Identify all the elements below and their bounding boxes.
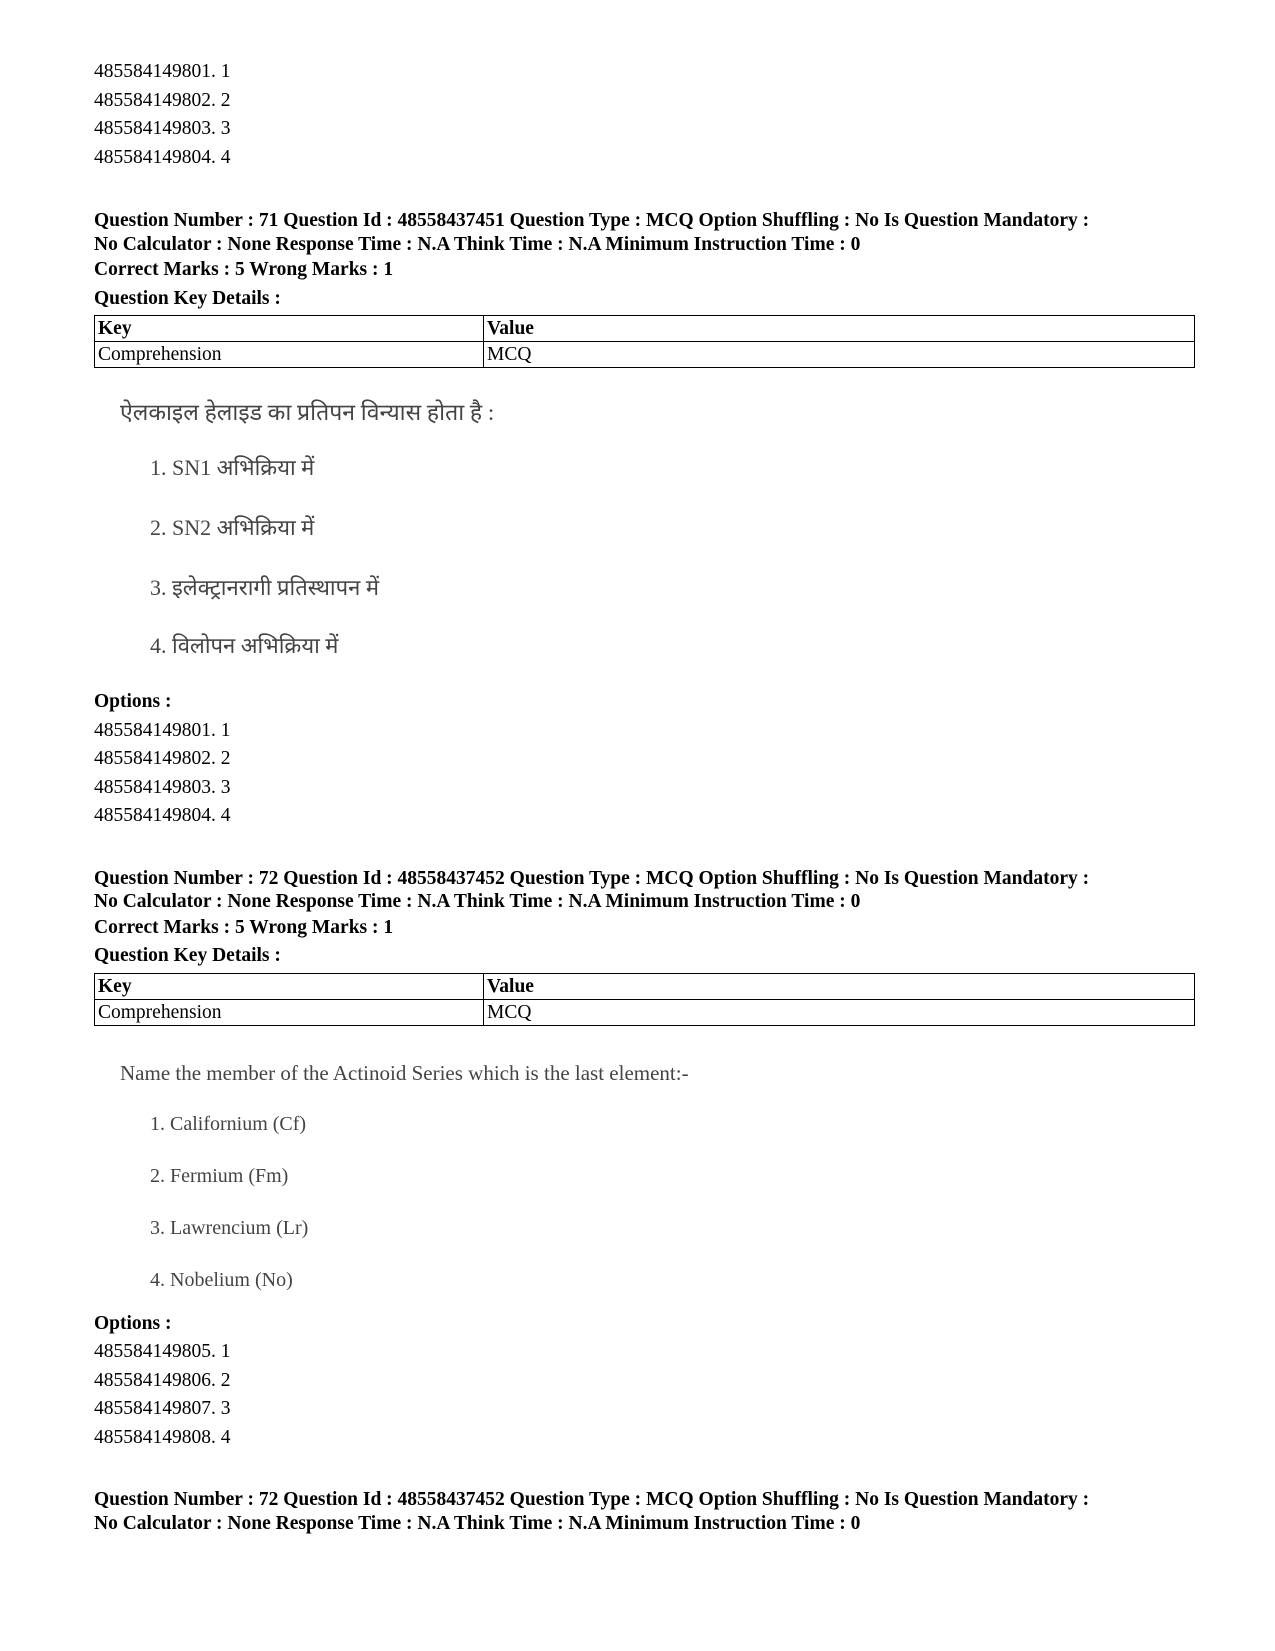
table-cell-key: Comprehension <box>95 342 484 368</box>
marks-line: Correct Marks : 5 Wrong Marks : 1 <box>94 259 394 280</box>
option-line: 485584149803. 3 <box>94 776 231 798</box>
table-cell-key: Comprehension <box>95 999 484 1025</box>
key-details-label: Question Key Details : <box>94 287 281 309</box>
option-line: 485584149807. 3 <box>94 1398 231 1419</box>
option-line: 485584149804. 4 <box>94 805 231 826</box>
option-line: 485584149802. 2 <box>94 89 231 111</box>
question-stem: ऐलकाइल हेलाइड का प्रतिपन विन्यास होता है : <box>120 400 495 425</box>
key-details-table <box>94 973 1195 1026</box>
question-choice: 4. विलोपन अभिक्रिया में <box>150 633 339 658</box>
table-header-value: Value <box>484 973 1195 999</box>
table-header-row <box>95 316 1195 342</box>
question-meta-line: Question Number : 71 Question Id : 48558437451 Question Type : MCQ Option Shuffling : No Is Question Mandatory : <box>94 210 1090 231</box>
table-header-key: Key <box>95 973 484 999</box>
option-line: 485584149806. 2 <box>94 1369 231 1391</box>
question-block <box>94 209 1194 831</box>
table-header-key: Key <box>95 316 484 342</box>
question-choice: 3. Lawrencium (Lr) <box>150 1216 309 1239</box>
option-line: 485584149805. 1 <box>94 1341 231 1362</box>
question-meta-line: Question Number : 72 Question Id : 48558437452 Question Type : MCQ Option Shuffling : No Is Question Mandatory : <box>94 1489 1090 1510</box>
table-row <box>95 342 1195 368</box>
table-cell-value: MCQ <box>484 342 1195 368</box>
question-meta-line: No Calculator : None Response Time : N.A Think Time : N.A Minimum Instruction Time : 0 <box>94 891 861 912</box>
option-line: 485584149804. 4 <box>94 146 231 168</box>
option-line: 485584149808. 4 <box>94 1426 231 1448</box>
option-line: 485584149801. 1 <box>94 719 231 741</box>
question-choice: 4. Nobelium (No) <box>150 1268 293 1291</box>
question-meta-line: No Calculator : None Response Time : N.A Think Time : N.A Minimum Instruction Time : 0 <box>94 233 861 255</box>
table-header-row <box>95 973 1195 999</box>
document-page <box>94 58 1194 1535</box>
question-meta-line: Question Number : 72 Question Id : 48558437452 Question Type : MCQ Option Shuffling : No Is Question Mandatory : <box>94 867 1090 889</box>
marks-line: Correct Marks : 5 Wrong Marks : 1 <box>94 916 394 938</box>
option-line: 485584149802. 2 <box>94 748 231 769</box>
question-image <box>120 388 1194 688</box>
table-header-value: Value <box>484 316 1195 342</box>
table-row <box>95 999 1195 1025</box>
key-details-label: Question Key Details : <box>94 945 281 966</box>
options-label: Options : <box>94 691 172 712</box>
table-cell-value: MCQ <box>484 999 1195 1025</box>
question-meta-line: No Calculator : None Response Time : N.A Think Time : N.A Minimum Instruction Time : 0 <box>94 1512 861 1534</box>
question-block <box>94 867 1194 1453</box>
question-stem: Name the member of the Actinoid Series which is the last element:- <box>120 1060 689 1085</box>
question-choice: 3. इलेक्ट्रानरागी प्रतिस्थापन में <box>150 575 379 600</box>
question-choice: 1. SN1 अभिक्रिया में <box>150 455 315 480</box>
key-details-table <box>94 315 1195 368</box>
question-image <box>120 1048 1194 1310</box>
question-choice: 1. Californium (Cf) <box>150 1112 307 1135</box>
options-list <box>94 58 1194 172</box>
option-line: 485584149803. 3 <box>94 118 231 139</box>
question-choice: 2. SN2 अभिक्रिया में <box>150 515 315 540</box>
question-block <box>94 1488 1194 1535</box>
option-line: 485584149801. 1 <box>94 61 231 82</box>
options-label: Options : <box>94 1312 172 1334</box>
question-choice: 2. Fermium (Fm) <box>150 1164 289 1187</box>
